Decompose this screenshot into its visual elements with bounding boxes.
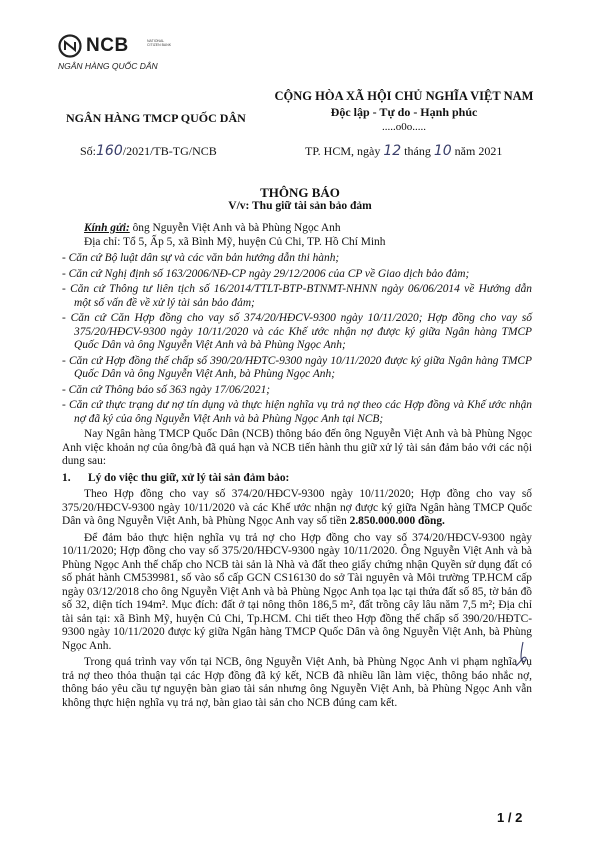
document-number xyxy=(80,143,217,159)
date-month-label: tháng xyxy=(404,144,431,158)
ncb-logo-icon xyxy=(58,34,82,58)
legal-basis: - Căn cứ Nghị định số 163/2006/NĐ-CP ngày 29/12/2006 của CP về Giao dịch bảo đảm; xyxy=(62,268,532,282)
date-prefix: TP. HCM, ngày xyxy=(305,144,381,158)
document-date xyxy=(305,143,502,159)
recipient-line xyxy=(62,222,532,236)
date-day: 12 xyxy=(383,143,402,159)
nation-title: CỘNG HÒA XÃ HỘI CHỦ NGHĨA VIỆT NAM xyxy=(274,89,534,103)
section-heading xyxy=(62,472,532,486)
logo-tagline: NATIONAL CITIZEN BANK xyxy=(147,39,172,47)
recipient-address: Địa chỉ: Tổ 5, Ấp 5, xã Bình Mỹ, huyện Củ Chi, TP. Hồ Chí Minh xyxy=(84,235,386,248)
loan-text: Theo Hợp đồng cho vay số 374/20/HĐCV-9300 ngày 10/11/2020; Hợp đồng cho vay số 375/20/HĐCV-9300 ngày 10/11/2020 và các Khế ước nhận nợ được ký giữa Ngân hàng TMCP Quốc Dân và ông Nguyễn Việt Anh, bà Phùng Ngọc Anh vay số tiền xyxy=(62,488,532,527)
document-subject: V/v: Thu giữ tài sản bảo đảm xyxy=(228,200,372,212)
legal-basis: - Căn cứ Thông tư liên tịch số 16/2014/TTLT-BTP-BTNMT-NHNN ngày 06/06/2014 về Hướng dẫn một số vấn đề về xử lý tài sản bảo đảm; xyxy=(62,283,532,310)
legal-basis: - Căn cứ Thông báo số 363 ngày 17/06/2021; xyxy=(62,384,532,398)
document-body xyxy=(62,222,532,713)
page-number: 1 / 2 xyxy=(497,810,523,825)
legal-basis: - Căn cứ thực trạng dư nợ tín dụng và thực hiện nghĩa vụ trả nợ theo các Hợp đồng và Khế ước nhận nợ đã ký của ông Nguyễn Việt Anh và bà Phùng Ngọc Anh tại NCB; xyxy=(62,399,532,426)
section-number: 1. xyxy=(62,471,71,484)
doc-no-prefix: Số: xyxy=(80,144,97,158)
violation-paragraph: Trong quá trình vay vốn tại NCB, ông Nguyễn Việt Anh, bà Phùng Ngọc Anh vi phạm nghĩa vụ trả nợ theo thỏa thuận tại các Hợp đồng đã ký kết, NCB đã nhiều lần làm việc, thông báo nhắc nợ, thông báo yêu cầu tự nguyện bàn giao tài sản nhưng ông Nguyễn Việt Anh, bà Phùng Ngọc Anh vẫn không thực hiện nghĩa vụ trả nợ, bàn giao tài sản cho NCB đúng cam kết. xyxy=(62,656,532,709)
nation-motto: Độc lập - Tự do - Hạnh phúc xyxy=(330,105,478,119)
logo-brand: NCB xyxy=(86,35,129,56)
recipient-name: ông Nguyễn Việt Anh và bà Phùng Ngọc Anh xyxy=(129,222,341,234)
doc-no-suffix: /2021/TB-TG/NCB xyxy=(122,144,217,158)
date-year: năm 2021 xyxy=(454,144,503,158)
header-separator: .....o0o..... xyxy=(382,121,426,133)
legal-basis: - Căn cứ Hợp đồng thế chấp số 390/20/HĐTC-9300 ngày 10/11/2020 được ký giữa Ngân hàng TMCP Quốc Dân và ông Nguyễn Việt Anh, bà Phùng Ngọc Anh; xyxy=(62,355,532,382)
legal-basis: - Căn cứ Căn Hợp đồng cho vay số 374/20/HĐCV-9300 ngày 10/11/2020; Hợp đồng cho vay số 375/20/HĐCV-9300 ngày 10/11/2020 và các Khế ước nhận nợ được ký giữa Ngân hàng TMCP Quốc Dân và ông Nguyễn Việt Anh và bà Phùng Ngọc Anh; xyxy=(62,312,532,353)
doc-no-handwritten: 160 xyxy=(96,143,123,159)
ncb-logo xyxy=(58,34,172,74)
logo-name-vn: NGÂN HÀNG QUỐC DÂN xyxy=(58,61,158,71)
initial-signature xyxy=(515,641,529,667)
loan-paragraph xyxy=(62,488,532,529)
document-title: THÔNG BÁO xyxy=(260,185,340,200)
section-heading-text: Lý do việc thu giữ, xử lý tài sản đảm bảo: xyxy=(88,471,290,484)
recipient-label: Kính gửi: xyxy=(84,222,130,234)
date-month: 10 xyxy=(433,143,452,159)
legal-basis: - Căn cứ Bộ luật dân sự và các văn bản hướng dẫn thi hành; xyxy=(62,252,532,266)
issuer-name: NGÂN HÀNG TMCP QUỐC DÂN xyxy=(66,111,246,125)
loan-amount: 2.850.000.000 đồng. xyxy=(349,515,445,527)
intro-paragraph: Nay Ngân hàng TMCP Quốc Dân (NCB) thông báo đến ông Nguyễn Việt Anh và bà Phùng Ngọc Anh việc khoản nợ của ông/bà đã quá hạn và NCB tiến hành thu giữ xử lý tài sản đảm bảo với các nội dung sau: xyxy=(62,428,532,467)
collateral-paragraph: Để đảm bảo thực hiện nghĩa vụ trả nợ cho Hợp đồng cho vay số 374/20/HĐCV-9300 ngày 10/11/2020; Hợp đồng cho vay số 375/20/HĐCV-9300 ngày 10/11/2020. Ông Nguyễn Việt Anh và bà Phùng Ngọc Anh thế chấp cho NCB tài sản là Nhà và đất theo giấy chứng nhận Quyền sử dụng đất có số phát hành CM539981, số vào sổ cấp GCN CS16130 do sở Tài nguyên và Môi trường TP.HCM cấp ngày 03/12/2018 cho ông Nguyễn Việt Anh và bà Phùng Ngọc Anh tọa lạc tại thửa đất số 85, tờ bản đồ số 32, diện tích 194m². Mục đích: đất ở tại nông thôn 186,5 m², đất trồng cây lâu năm 7,5 m²; Địa chỉ tài sản tại: xã Bình Mỹ, huyện Củ Chi, Tp.HCM. Chi tiết theo Hợp đồng thế chấp số 390/20/HĐTC-9300 ngày 10/11/2020 được ký giữa Ngân hàng TMCP Quốc Dân và ông Nguyễn Việt Anh, bà Phùng Ngọc Anh. xyxy=(62,531,532,652)
stray-pen-mark xyxy=(228,684,240,694)
